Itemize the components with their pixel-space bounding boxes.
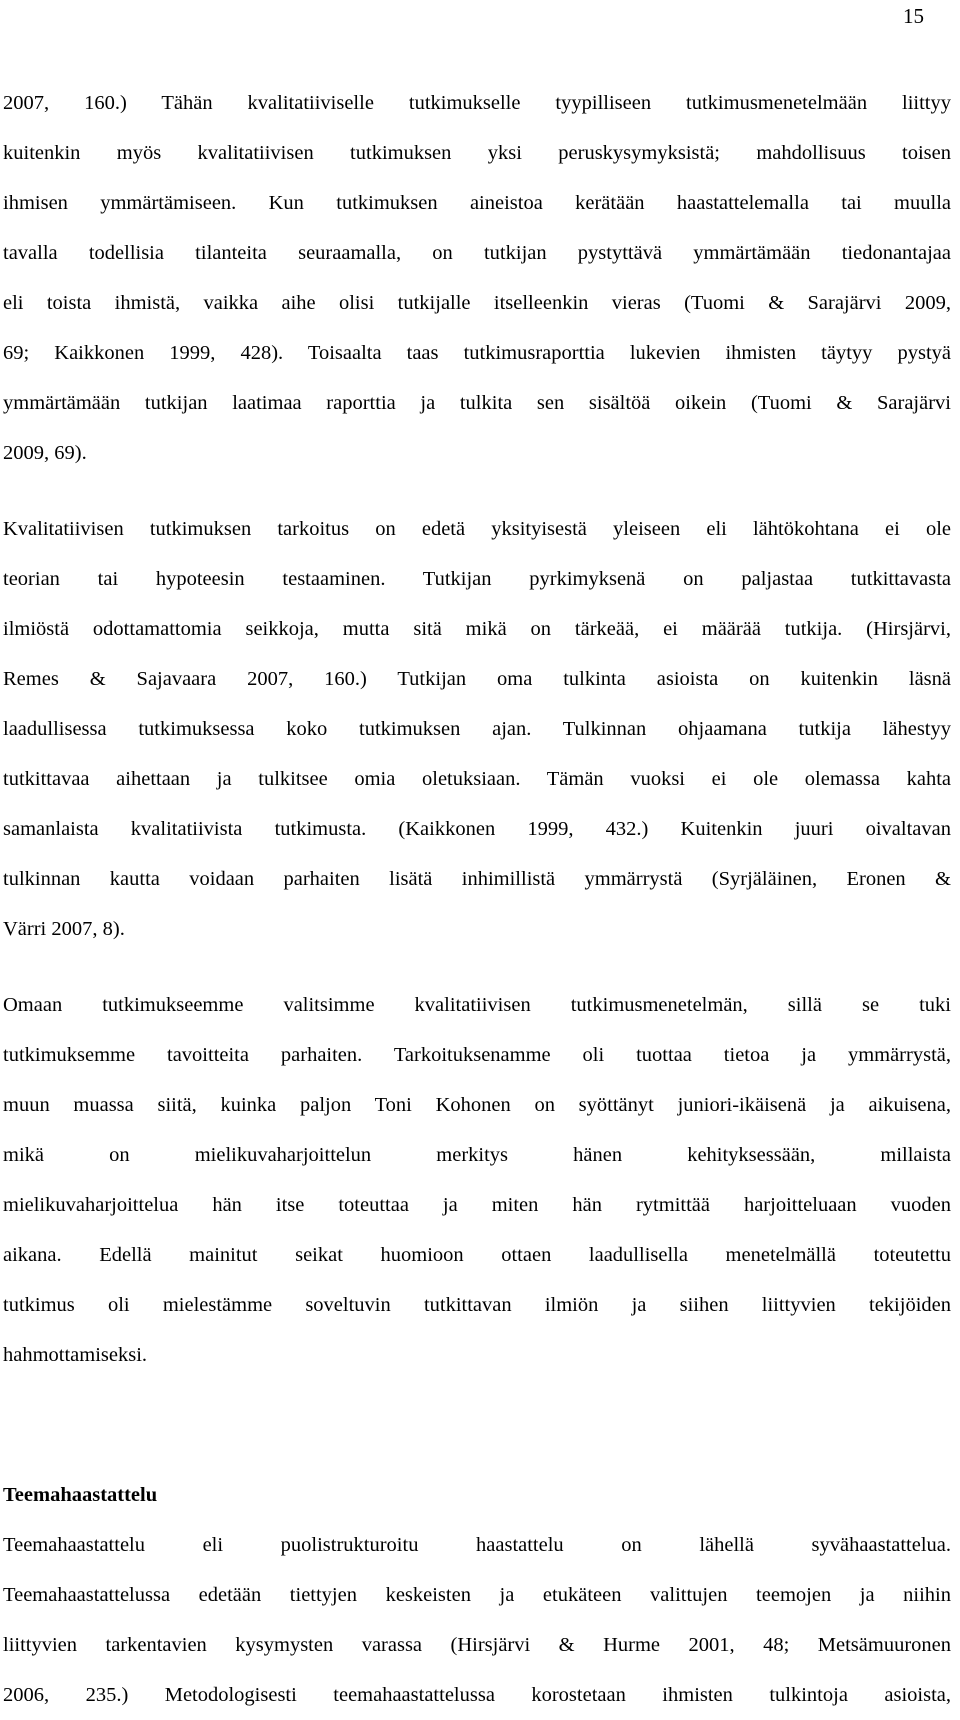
text-line: muun muassa siitä, kuinka paljon Toni Kohonen on syöttänyt juniori-ikäisenä ja aikuisena, [3, 1094, 951, 1116]
text-line: Remes & Sajavaara 2007, 160.) Tutkijan oma tulkinta asioista on kuitenkin läsnä [3, 668, 951, 690]
text-line: Teemahaastattelussa edetään tiettyjen keskeisten ja etukäteen valittujen teemojen ja niihin [3, 1584, 951, 1606]
text-line: aikana. Edellä mainitut seikat huomioon ottaen laadullisella menetelmällä toteutettu [3, 1244, 951, 1266]
text-line: ihmisen ymmärtämiseen. Kun tutkimuksen aineistoa kerätään haastattelemalla tai muulla [3, 192, 951, 214]
text-line: mikä on mielikuvaharjoittelun merkitys hänen kehityksessään, millaista [3, 1144, 951, 1166]
text-line: 69; Kaikkonen 1999, 428). Toisaalta taas tutkimusraporttia lukevien ihmisten täytyy pystyä [3, 342, 951, 364]
text-line: tulkinnan kautta voidaan parhaiten lisätä inhimillistä ymmärrystä (Syrjäläinen, Eronen & [3, 868, 951, 890]
text-line: ilmiöstä odottamattomia seikkoja, mutta sitä mikä on tärkeää, ei määrää tutkija. (Hirsjärvi, [3, 618, 951, 640]
text-line: Teemahaastattelu eli puolistrukturoitu haastattelu on lähellä syvähaastattelua. [3, 1534, 951, 1556]
text-line: hahmottamiseksi. [3, 1344, 148, 1366]
paragraph [3, 504, 951, 954]
section-spacer [3, 1380, 951, 1470]
paragraph [3, 980, 951, 1380]
text-line: Värri 2007, 8). [3, 918, 125, 940]
text-line: liittyvien tarkentavien kysymysten varassa (Hirsjärvi & Hurme 2001, 48; Metsämuuronen [3, 1634, 951, 1656]
paragraph-spacer [3, 954, 951, 980]
section-teemahaastattelu [3, 1470, 951, 1720]
paragraph-spacer [3, 478, 951, 504]
paragraph [3, 78, 951, 478]
text-line: tutkimus oli mielestämme soveltuvin tutkittavan ilmiön ja siihen liittyvien tekijöiden [3, 1294, 951, 1316]
section-heading: Teemahaastattelu [3, 1484, 158, 1506]
text-line: tutkittavaa aihettaan ja tulkitsee omia oletuksiaan. Tämän vuoksi ei ole olemassa kahta [3, 768, 951, 790]
text-line: teorian tai hypoteesin testaaminen. Tutkijan pyrkimyksenä on paljastaa tutkittavasta [3, 568, 951, 590]
text-line: Omaan tutkimukseemme valitsimme kvalitatiivisen tutkimusmenetelmän, sillä se tuki [3, 994, 951, 1016]
text-line: Kvalitatiivisen tutkimuksen tarkoitus on edetä yksityisestä yleiseen eli lähtökohtana ei ole [3, 518, 951, 540]
page-number: 15 [903, 4, 924, 28]
text-line: ymmärtämään tutkijan laatimaa raporttia ja tulkita sen sisältöä oikein (Tuomi & Sarajärvi [3, 392, 951, 414]
text-line: eli toista ihmistä, vaikka aihe olisi tutkijalle itselleenkin vieras (Tuomi & Sarajärvi 2009, [3, 292, 951, 314]
document-body [3, 78, 951, 1720]
text-line: 2007, 160.) Tähän kvalitatiiviselle tutkimukselle tyypilliseen tutkimusmenetelmään liittyy [3, 92, 951, 114]
text-line: 2006, 235.) Metodologisesti teemahaastattelussa korostetaan ihmisten tulkintoja asioista, [3, 1684, 951, 1706]
text-line: tavalla todellisia tilanteita seuraamalla, on tutkijan pystyttävä ymmärtämään tiedonantajaa [3, 242, 951, 264]
text-line: 2009, 69). [3, 442, 87, 464]
text-line: tutkimuksemme tavoitteita parhaiten. Tarkoituksenamme oli tuottaa tietoa ja ymmärrystä, [3, 1044, 951, 1066]
text-line: samanlaista kvalitatiivista tutkimusta. (Kaikkonen 1999, 432.) Kuitenkin juuri oivaltavan [3, 818, 951, 840]
text-line: kuitenkin myös kvalitatiivisen tutkimuksen yksi peruskysymyksistä; mahdollisuus toisen [3, 142, 951, 164]
text-line: mielikuvaharjoittelua hän itse toteuttaa ja miten hän rytmittää harjoitteluaan vuoden [3, 1194, 951, 1216]
text-line: laadullisessa tutkimuksessa koko tutkimuksen ajan. Tulkinnan ohjaamana tutkija lähestyy [3, 718, 951, 740]
